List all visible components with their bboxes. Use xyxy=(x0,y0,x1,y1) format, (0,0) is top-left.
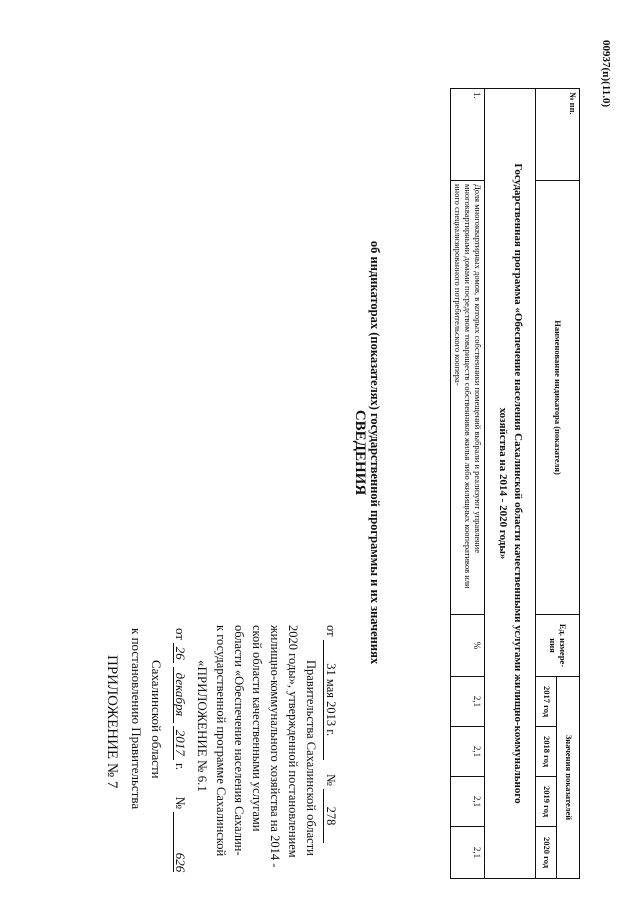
header-num: № пп. xyxy=(536,89,580,181)
header-year-2019: 2019 год xyxy=(536,777,557,827)
header-year-2017: 2017 год xyxy=(536,677,557,727)
row-value-2019: 2,1 xyxy=(450,777,484,827)
row-value-2020: 2,1 xyxy=(450,827,484,879)
inner-appendix-no-label: № xyxy=(324,773,338,786)
appendix-day: 26 xyxy=(173,643,187,663)
indicators-table xyxy=(450,88,580,879)
table-header-row xyxy=(557,89,580,879)
inner-appendix-line-1: к государственной программе Сахалинской xyxy=(214,625,228,857)
appendix-date-line xyxy=(172,628,188,872)
page-title: СВЕДЕНИЯ xyxy=(352,409,368,496)
appendix-title: ПРИЛОЖЕНИЕ № 7 xyxy=(104,655,120,789)
inner-appendix-number: 278 xyxy=(324,789,338,843)
page-subtitle: об индикаторах (показателях) государственной программы и их значениях xyxy=(368,240,382,665)
row-name: Доля многоквартирных домов, в которых собственники помещений выбрали и реализуют управление многоквартирными домами посредством товариществ собственников жилья либо жилищных кооперативов или иного специализированного потребительского коопера- xyxy=(450,181,484,615)
header-unit: Ед. измере- ния xyxy=(536,615,580,677)
row-value-2017: 2,1 xyxy=(450,677,484,727)
program-title: Государственная программа «Обеспечение населения Сахалинской области качественными услугами жилищно-коммунального хозяйства на 2014 - 2020 годы» xyxy=(485,89,536,879)
footer-code: 00937(п)(11.0) xyxy=(600,40,612,108)
row-value-2018: 2,1 xyxy=(450,727,484,777)
appendix-line-1: к постановлению Правительства xyxy=(129,628,144,810)
appendix-g: г. xyxy=(173,763,188,771)
appendix-no-label: № xyxy=(173,796,188,810)
table-row xyxy=(450,89,484,879)
program-row xyxy=(485,89,536,879)
inner-appendix-line-5: 2020 годы», утвержденной постановлением xyxy=(286,625,300,858)
inner-appendix-line-6: Правительства Сахалинской области xyxy=(304,660,318,856)
appendix-year: 2017 xyxy=(173,726,187,760)
inner-appendix-ot: от xyxy=(324,625,338,637)
appendix-line-2: Сахалинской области xyxy=(149,660,164,779)
inner-appendix-line-4: жилищно-коммунального хозяйства на 2014 - xyxy=(268,625,282,868)
row-num: 1. xyxy=(450,89,484,181)
inner-appendix-line-3: ской области качественными услугами xyxy=(250,625,264,832)
appendix-number: 626 xyxy=(173,812,187,872)
header-values-group: Значения показателей xyxy=(557,677,580,879)
inner-appendix-line-2: области «Обеспечение населения Сахалин- xyxy=(232,625,246,856)
row-unit: % xyxy=(450,615,484,677)
inner-appendix-date-line xyxy=(323,625,338,843)
inner-appendix-date: 31 мая 2013 г. xyxy=(324,640,338,760)
header-name: Наименование индикатора (показателя) xyxy=(536,181,580,615)
header-year-2020: 2020 год xyxy=(536,827,557,879)
header-year-2018: 2018 год xyxy=(536,727,557,777)
appendix-month: декабря xyxy=(173,667,187,723)
inner-appendix-title: «ПРИЛОЖЕНИЕ № 6.1 xyxy=(195,660,210,792)
appendix-ot: от xyxy=(173,628,188,641)
